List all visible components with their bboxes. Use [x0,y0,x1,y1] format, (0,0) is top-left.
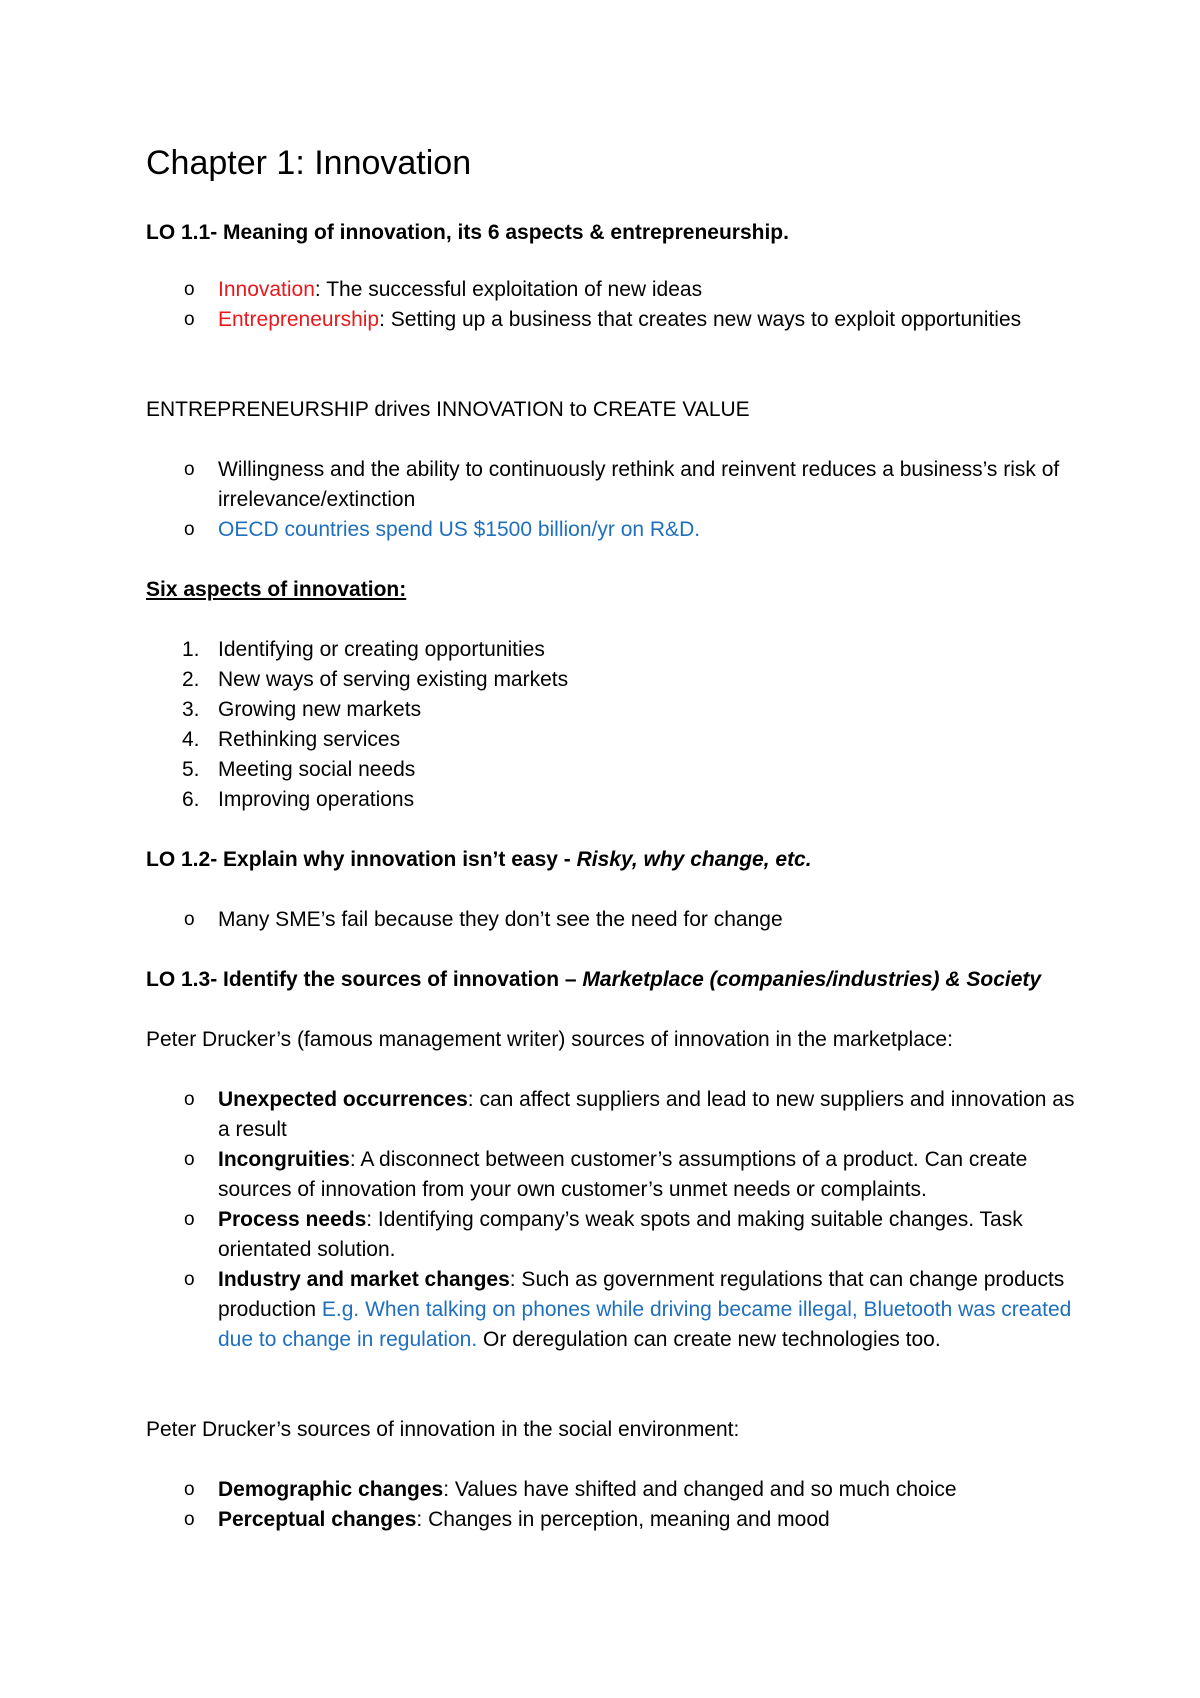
list-item [184,1265,1078,1355]
oecd-fact: OECD countries spend US $1500 billion/yr on R&D. [218,518,701,541]
bullet-icon: o [184,1269,195,1290]
list-item [184,455,1078,515]
list-item [184,1505,1078,1535]
term: Entrepreneurship [218,308,380,331]
six-aspects-heading: Six aspects of innovation: [146,578,407,601]
drucker-social-intro: Peter Drucker’s sources of innovation in the social environment: [146,1418,740,1441]
bullet-icon: o [184,1509,195,1530]
list-item [184,905,1078,935]
term: Process needs [218,1208,367,1231]
bullet-icon: o [184,309,195,330]
aspect-item: 4. Rethinking services [182,728,401,751]
bullet-icon: o [184,1479,195,1500]
bullet-icon: o [184,279,195,300]
aspect-item: 5. Meeting social needs [182,758,416,781]
value-statement: ENTREPRENEURSHIP drives INNOVATION to CREATE VALUE [146,398,750,421]
bullet-icon: o [184,459,195,480]
bullet-icon: o [184,909,195,930]
drucker-marketplace-intro: Peter Drucker’s (famous management writer) sources of innovation in the marketplace: [146,1028,953,1051]
aspect-item: 6. Improving operations [182,788,415,811]
list-item [184,305,1078,335]
lo-1-1-heading: LO 1.1- Meaning of innovation, its 6 aspects & entrepreneurship. [146,221,789,244]
definition: : Changes in perception, meaning and mood [416,1508,830,1531]
list-item [184,1205,1078,1265]
term: Incongruities [218,1148,350,1171]
list-item [184,275,1078,305]
definition: : can affect suppliers and lead to new suppliers and innovation as a result [218,1088,1075,1141]
definition: : Such as government regulations that can change products production [218,1268,1065,1321]
aspect-item: 1. Identifying or creating opportunities [182,638,545,661]
definition: : Values have shifted and changed and so much choice [443,1478,957,1501]
definition: : Identifying company’s weak spots and making suitable changes. Task orientated solution. [218,1208,1023,1261]
aspect-item: 2. New ways of serving existing markets [182,668,569,691]
definition: : Setting up a business that creates new ways to exploit opportunities [379,308,1022,331]
bullet-icon: o [184,1089,195,1110]
term: Demographic changes [218,1478,444,1501]
aspect-item: 3. Growing new markets [182,698,422,721]
term: Industry and market changes [218,1268,510,1291]
term: Perceptual changes [218,1508,417,1531]
definition-rest: Or deregulation can create new technologies too. [477,1328,941,1351]
list-item [184,1145,1078,1205]
lo-1-3-heading: LO 1.3- Identify the sources of innovation – Marketplace (companies/industries) & Society [146,968,1042,991]
page-title: Chapter 1: Innovation [146,144,472,182]
lo-1-2-heading: LO 1.2- Explain why innovation isn’t easy - Risky, why change, etc. [146,848,812,871]
bullet-icon: o [184,1209,195,1230]
bullet-icon: o [184,519,195,540]
definition: : A disconnect between customer’s assumptions of a product. Can create sources of innovation from your own customer’s unmet needs or complaints. [218,1148,1028,1201]
bullet-icon: o [184,1149,195,1170]
term: Innovation [218,278,315,301]
list-item [184,1085,1078,1145]
regulation-example: E.g. When talking on phones while driving became illegal, Bluetooth was created due to change in regulation. [218,1298,1072,1351]
list-text: Willingness and the ability to continuously rethink and reinvent reduces a business’s risk of irrelevance/extinction [218,458,1060,511]
list-item [184,515,1078,545]
term: Unexpected occurrences [218,1088,468,1111]
definition: : The successful exploitation of new ideas [314,278,703,301]
list-item [184,1475,1078,1505]
list-text: Many SME’s fail because they don’t see the need for change [218,908,783,931]
